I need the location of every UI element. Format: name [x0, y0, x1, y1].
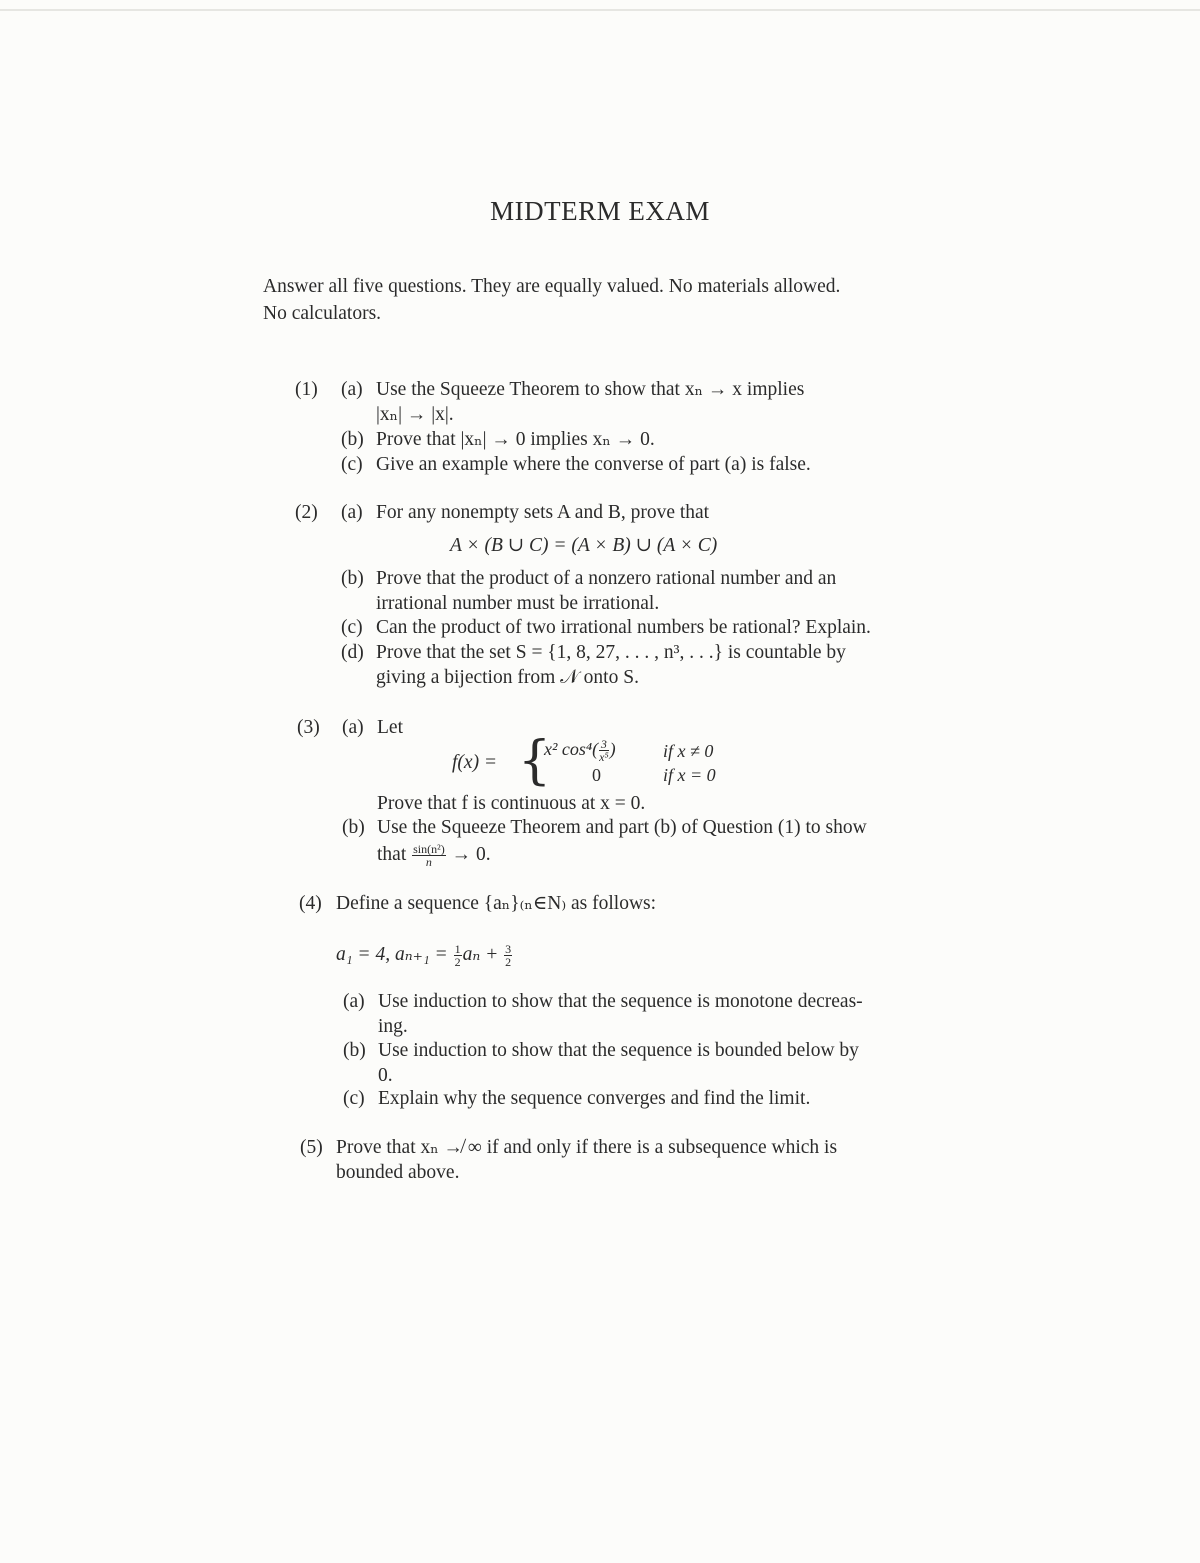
left-brace: { [518, 731, 552, 791]
question-number: (2) [295, 502, 318, 523]
part-3a-followup: Prove that f is continuous at x = 0. [377, 793, 646, 814]
fraction-numerator: 3 [505, 942, 512, 957]
part-4a-line-1: Use induction to show that the sequence is monotone decreas- [378, 991, 863, 1012]
part-2d-line-1: Prove that the set S = {1, 8, 27, . . . , n³, . . .} is countable by [376, 642, 846, 663]
case-1-prefix: x² cos⁴( [544, 739, 599, 759]
part-label: (b) [342, 817, 365, 838]
part-label: (b) [343, 1040, 366, 1061]
part-4c-text: Explain why the sequence converges and find the limit. [378, 1088, 811, 1109]
question-number: (3) [297, 717, 320, 738]
part-1c-text: Give an example where the converse of part (a) is false. [376, 454, 811, 475]
set-identity-equation: A × (B ∪ C) = (A × B) ∪ (A × C) [450, 535, 718, 556]
fraction-denominator: 2 [505, 955, 512, 970]
question-4-intro: Define a sequence {aₙ}₍ₙ∈N₎ as follows: [336, 893, 657, 914]
part-label: (c) [341, 454, 363, 475]
case-1-condition: if x ≠ 0 [663, 741, 714, 761]
part-label: (c) [341, 617, 363, 638]
part-2a-text: For any nonempty sets A and B, prove that [376, 502, 710, 523]
part-label: (d) [341, 642, 364, 663]
question-3 [297, 715, 957, 875]
part-label: (b) [341, 429, 364, 450]
case-2-value: 0 [592, 765, 601, 785]
part-label: (a) [341, 502, 363, 523]
part-1a-line-1: Use the Squeeze Theorem to show that xₙ → x implies [376, 379, 805, 400]
fraction-numerator: 1 [454, 942, 461, 957]
fraction [454, 943, 462, 968]
sequence-definition [336, 942, 513, 968]
question-1 [295, 377, 955, 487]
piecewise-function [452, 731, 772, 791]
fraction [504, 943, 512, 968]
question-number: (4) [299, 893, 322, 914]
question-5 [300, 1135, 960, 1190]
instructions-line-2: No calculators. [263, 303, 382, 324]
fraction-denominator: x⁵ [599, 750, 609, 765]
part-2b-line-1: Prove that the product of a nonzero rational number and an [376, 568, 837, 589]
part-label: (a) [341, 379, 363, 400]
fraction [412, 843, 446, 868]
part-label: (a) [343, 991, 365, 1012]
case-2-condition: if x = 0 [663, 765, 716, 785]
part-2d-line-2: giving a bijection from 𝒩 onto S. [376, 667, 639, 688]
case-1-suffix: ) [609, 739, 616, 759]
question-5-line-2: bounded above. [336, 1162, 460, 1183]
part-1a-line-2: |xₙ| → |x|. [376, 404, 454, 425]
instructions-line-1: Answer all five questions. They are equally valued. No materials allowed. [263, 276, 841, 297]
part-label: (a) [342, 717, 364, 738]
question-2 [295, 500, 955, 690]
part-label: (c) [343, 1088, 365, 1109]
part-1b-text: Prove that |xₙ| → 0 implies xₙ → 0. [376, 429, 655, 450]
part-2c-text: Can the product of two irrational numbers be rational? Explain. [376, 617, 871, 638]
question-number: (1) [295, 379, 318, 400]
part-3a-text: Let [377, 717, 403, 738]
fraction-denominator: 2 [454, 955, 461, 970]
question-4 [299, 891, 959, 1116]
question-number: (5) [300, 1137, 323, 1158]
part-4b-line-1: Use induction to show that the sequence is bounded below by [378, 1040, 859, 1061]
part-3b-line-2 [377, 842, 491, 868]
part-2b-line-2: irrational number must be irrational. [376, 593, 660, 614]
definition-middle: aₙ + [462, 944, 499, 965]
instructions [263, 273, 953, 327]
fraction-numerator: sin(n²) [413, 842, 445, 857]
exam-title: MIDTERM EXAM [490, 196, 710, 226]
part-3b-line-1: Use the Squeeze Theorem and part (b) of Question (1) to show [377, 817, 867, 838]
definition-prefix: a₁ = 4, aₙ₊₁ = [336, 944, 448, 965]
question-5-line-1: Prove that xₙ ↛ ∞ if and only if there is a subsequence which is [336, 1137, 838, 1158]
fraction-numerator: 3 [600, 737, 607, 752]
part-4b-line-2: 0. [378, 1065, 393, 1086]
part-3b-prefix: that [377, 844, 407, 865]
case-1-value [544, 737, 616, 763]
function-lhs: f(x) = [452, 752, 498, 773]
fraction-denominator: n [425, 855, 432, 870]
fraction [599, 738, 609, 763]
part-label: (b) [341, 568, 364, 589]
part-3b-suffix: → 0. [451, 844, 491, 865]
part-4a-line-2: ing. [378, 1016, 408, 1037]
